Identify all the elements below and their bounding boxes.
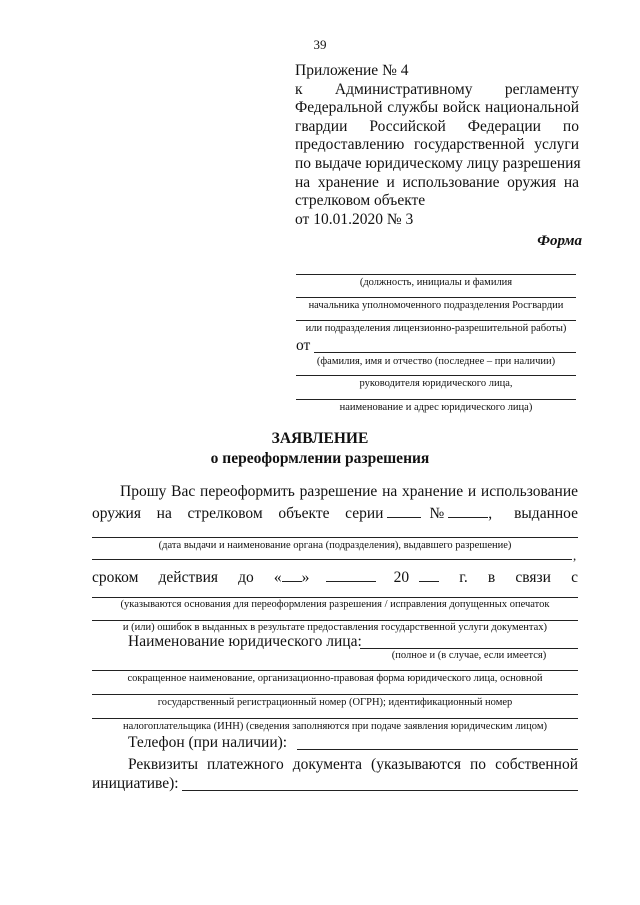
reason-line-2[interactable] [92,620,578,621]
appendix-word: регламенту [504,80,579,98]
comma: , [488,505,493,522]
appendix-block [295,62,579,229]
appendix-line-5: по выдаче юридическому лицу разрешения [295,154,581,172]
appendix-line-2: Федеральной службы войск национальной [295,99,579,117]
payment-field[interactable] [182,790,578,791]
series-field[interactable] [387,503,421,518]
number-sign: № [429,505,445,522]
appendix-word: к [295,80,303,98]
addressee-caption-4: (фамилия, имя и отчество (последнее – при наличии) [316,356,556,367]
number-field[interactable] [448,503,488,518]
addressee-line-6[interactable] [296,399,576,400]
appendix-line-7: стрелковом объекте [295,192,426,210]
issued-word: выданное [514,505,578,522]
term-word: действия [158,569,218,586]
legal-name-field[interactable] [360,648,578,649]
request-word: объекте [278,505,330,522]
ogrn-caption: государственный регистрационный номер (ОГРН); идентификационный номер [157,697,513,708]
phone-field[interactable] [297,749,578,750]
connection-word: связи [515,569,551,586]
addressee-caption-2: начальника уполномоченного подразделения Росгвардии [308,300,564,311]
reason-caption-1: (указываются основания для переоформления разрешения / исправления допущенных опечаток [120,599,550,610]
appendix-line-6: на хранение и использование оружия на [295,173,579,191]
issue-authority-line[interactable] [92,559,572,560]
appendix-word: гвардии [295,117,348,135]
phone-label: Телефон (при наличии): [128,734,288,751]
from-label: от [296,337,311,354]
appendix-line-1 [295,81,579,100]
appendix-title: Приложение № 4 [295,62,409,79]
inn-caption: налогоплательщика (ИНН) (сведения заполняются при подаче заявления юридическим лицом) [123,721,547,732]
year-suffix: г. [459,569,468,586]
addressee-caption-1: (должность, инициалы и фамилия [359,277,513,288]
day-field[interactable] [282,567,302,582]
quote-close: » [301,569,310,586]
short-name-line[interactable] [92,670,578,671]
from-line[interactable] [314,352,576,353]
connection-word: с [571,569,578,586]
short-name-caption: сокращенное наименование, организационно-правовая форма юридического лица, основной [127,673,543,684]
issue-caption: (дата выдачи и наименование органа (подразделения), выдавшего разрешение) [158,540,512,551]
request-word: серии [345,505,384,522]
request-line-2 [92,503,578,523]
addressee-caption-5: руководителя юридического лица, [359,378,513,389]
issue-comma: , [573,548,577,563]
appendix-line-4: предоставлению государственной услуги [295,136,579,154]
addressee-line-2[interactable] [296,297,576,298]
addressee-caption-3: или подразделения лицензионно-разрешительной работы) [305,323,567,334]
quote-open: « [273,569,282,586]
payment-line-1: Реквизиты платежного документа (указываются по собственной [128,756,578,773]
document-title: ЗАЯВЛЕНИЕ [271,430,369,447]
addressee-line-3[interactable] [296,320,576,321]
addressee-line-1[interactable] [296,274,576,275]
appendix-date: от 10.01.2020 № 3 [295,210,414,228]
appendix-word: Федерации [467,117,541,135]
appendix-word: Административному [334,80,473,98]
request-word: оружия [92,505,141,522]
inn-line[interactable] [92,718,578,719]
reason-line-1[interactable] [92,597,578,598]
in-word: в [487,569,496,586]
legal-name-label: Наименование юридического лица: [128,633,362,650]
request-word: стрелковом [187,505,263,522]
page-number: 39 [313,37,327,52]
addressee-line-5[interactable] [296,375,576,376]
request-word: на [156,505,172,522]
term-word: сроком [92,569,139,586]
issue-date-line[interactable] [92,537,578,538]
reason-caption-2: и (или) ошибок в выданных в результате предоставления государственной услуги документах) [122,622,548,633]
payment-line-2: инициативе): [92,775,179,792]
ogrn-line[interactable] [92,694,578,695]
addressee-caption-6: наименование и адрес юридического лица) [339,402,533,413]
form-label: Форма [537,233,582,249]
legal-name-caption: (полное и (в случае, если имеется) [391,650,547,661]
appendix-line-3 [295,118,579,137]
year-prefix: 20 [393,569,410,586]
document-subtitle: о переоформлении разрешения [210,450,430,467]
month-field[interactable] [326,567,376,582]
term-line [92,567,578,587]
term-word: до [238,569,254,586]
request-line-1: Прошу Вас переоформить разрешение на хранение и использование [120,483,578,500]
appendix-word: Российской [369,117,446,135]
year-field[interactable] [419,567,439,582]
appendix-word: по [562,117,579,135]
